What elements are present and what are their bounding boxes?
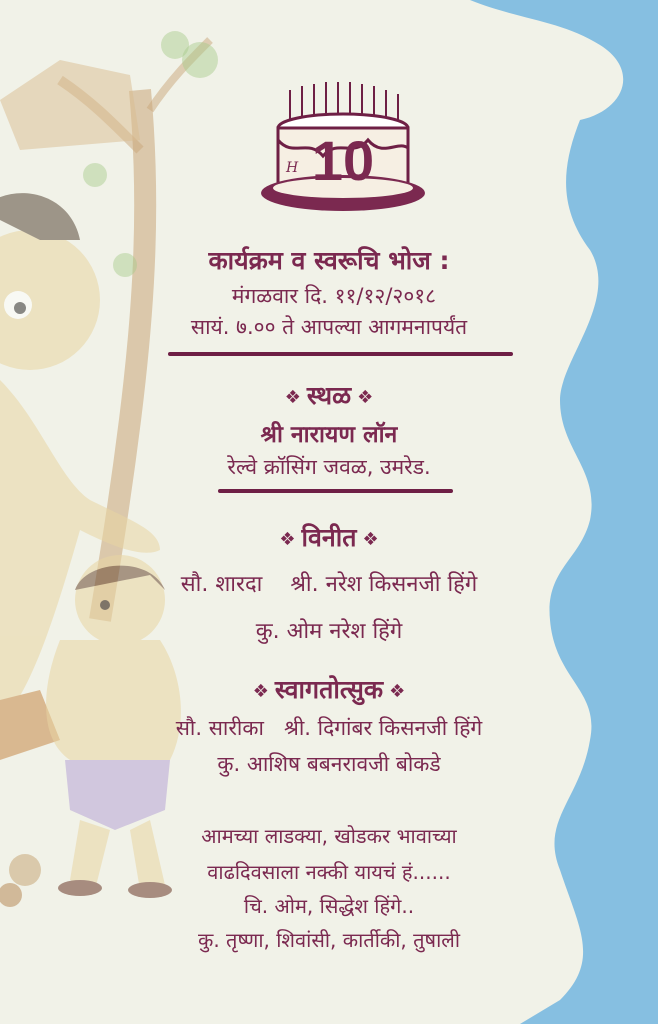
- host-mother: सौ. शारदा: [180, 572, 263, 597]
- message-line-2: वाढदिवसाला नक्की यायचं हं......: [207, 860, 451, 884]
- birthday-cake-icon: [258, 68, 428, 218]
- hosts-line-1: [0, 568, 658, 598]
- message-line-4: कु. तृष्णा, शिवांसी, कार्तीकी, तुषाली: [197, 928, 461, 952]
- venue-name: श्री नारायण लॉन: [260, 422, 398, 448]
- hosts-heading-row: [0, 520, 658, 554]
- diamond-icon: ❖: [284, 386, 301, 408]
- welcome-line-2: कु. आशिष बबनरावजी बोकडे: [217, 752, 441, 776]
- venue-address: रेल्वे क्रॉसिंग जवळ, उमरेड.: [227, 455, 431, 479]
- message-line-1: आमच्या लाडक्या, खोडकर भावाच्या: [201, 824, 457, 848]
- program-date: मंगळवार दि. ११/१२/२०१८: [231, 284, 437, 308]
- cake-number: 10: [311, 129, 375, 192]
- diamond-icon: ❖: [362, 528, 379, 550]
- diamond-icon: ❖: [252, 680, 269, 702]
- welcome-line-1: [0, 714, 658, 742]
- cake-icing-letter: H: [286, 160, 299, 176]
- hosts-heading: विनीत: [301, 523, 357, 552]
- program-time: सायं. ७.०० ते आपल्या आगमनापर्यंत: [190, 315, 468, 339]
- divider: [218, 489, 453, 493]
- diamond-icon: ❖: [357, 386, 374, 408]
- welcome-heading-row: [0, 672, 658, 706]
- host-father: श्री. नरेश किसनजी हिंगे: [290, 572, 478, 597]
- diamond-icon: ❖: [279, 528, 296, 550]
- program-heading: कार्यक्रम व स्वरूचि भोज :: [208, 246, 450, 275]
- welcome-aunt: सौ. सारीका: [175, 716, 264, 740]
- hut-roof-icon: [0, 60, 140, 150]
- welcome-uncle: श्री. दिगांबर किसनजी हिंगे: [283, 716, 483, 740]
- welcome-heading: स्वागतोत्सुक: [274, 675, 384, 704]
- diamond-icon: ❖: [389, 680, 406, 702]
- venue-heading-row: [0, 378, 658, 412]
- message-line-3: चि. ओम, सिद्धेश हिंगे..: [243, 894, 415, 918]
- host-child: कु. ओम नरेश हिंगे: [255, 619, 403, 644]
- venue-heading: स्थळ: [306, 381, 352, 410]
- divider: [168, 352, 513, 356]
